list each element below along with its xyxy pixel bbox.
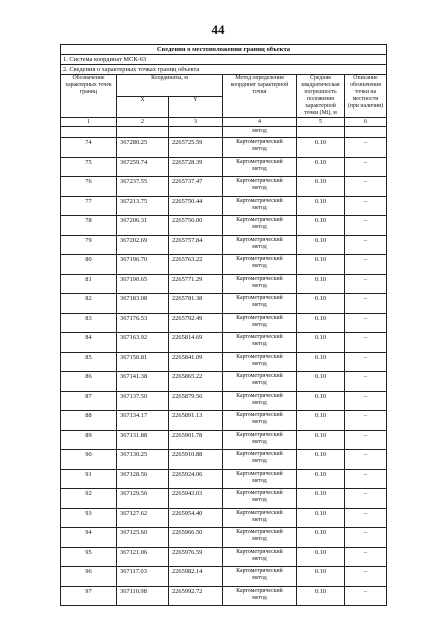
table-row bbox=[61, 469, 387, 489]
coordinate-x: 367163.92 bbox=[117, 333, 169, 353]
coordinate-x: 367137.50 bbox=[117, 391, 169, 411]
coordinate-y: 2265943.03 bbox=[169, 489, 223, 509]
col-header-accuracy: Средняя квадратическая погрешность положения характерной точки (Mt), м bbox=[297, 75, 345, 118]
method-line-2: метод bbox=[252, 185, 267, 192]
point-description: – bbox=[345, 216, 387, 236]
coordinate-x: 367190.65 bbox=[117, 274, 169, 294]
method-line-2: метод bbox=[252, 477, 267, 484]
accuracy-value: 0.10 bbox=[297, 333, 345, 353]
point-description: – bbox=[345, 372, 387, 392]
coordinate-x: 367131.88 bbox=[117, 430, 169, 450]
table-row bbox=[61, 255, 387, 275]
accuracy-value: 0.10 bbox=[297, 489, 345, 509]
point-description: – bbox=[345, 508, 387, 528]
method-cell bbox=[223, 333, 297, 353]
method-cell bbox=[223, 294, 297, 314]
col-header-x: X bbox=[117, 96, 169, 118]
point-number: 86 bbox=[61, 372, 117, 392]
column-number: 6 bbox=[345, 118, 387, 127]
method-line-1: Картометрический bbox=[236, 509, 283, 516]
table-row bbox=[61, 567, 387, 587]
point-description: – bbox=[345, 255, 387, 275]
point-number: 96 bbox=[61, 567, 117, 587]
accuracy-value: 0.10 bbox=[297, 547, 345, 567]
accuracy-value: 0.10 bbox=[297, 313, 345, 333]
method-line-1: Картометрический bbox=[236, 236, 283, 243]
accuracy-value: 0.10 bbox=[297, 196, 345, 216]
point-description: – bbox=[345, 313, 387, 333]
point-number: 88 bbox=[61, 411, 117, 431]
table-row bbox=[61, 391, 387, 411]
accuracy-value: 0.10 bbox=[297, 138, 345, 158]
point-description: – bbox=[345, 391, 387, 411]
coordinate-y: 2265879.56 bbox=[169, 391, 223, 411]
coordinate-y: 2265976.59 bbox=[169, 547, 223, 567]
coordinate-x: 367202.69 bbox=[117, 235, 169, 255]
point-number: 87 bbox=[61, 391, 117, 411]
coordinate-x: 367213.75 bbox=[117, 196, 169, 216]
col-header-description: Описание обозначения точки на местности (при наличии) bbox=[345, 75, 387, 118]
coordinate-y: 2265865.22 bbox=[169, 372, 223, 392]
coordinate-y: 2265966.50 bbox=[169, 528, 223, 548]
table-row bbox=[61, 352, 387, 372]
coordinate-x: 367150.81 bbox=[117, 352, 169, 372]
accuracy-value: 0.10 bbox=[297, 508, 345, 528]
method-line-2: метод bbox=[252, 380, 267, 387]
method-line-2: метод bbox=[252, 555, 267, 562]
table-row bbox=[61, 294, 387, 314]
method-line-2: метод bbox=[252, 497, 267, 504]
coordinate-x: 367196.70 bbox=[117, 255, 169, 275]
method-cell bbox=[223, 567, 297, 587]
point-number: 75 bbox=[61, 157, 117, 177]
method-line-1: Картометрический bbox=[236, 197, 283, 204]
coordinate-x: 367127.62 bbox=[117, 508, 169, 528]
coordinate-y: 2265757.84 bbox=[169, 235, 223, 255]
coordinate-x: 367183.08 bbox=[117, 294, 169, 314]
table-row bbox=[61, 547, 387, 567]
table-row bbox=[61, 411, 387, 431]
point-number: 97 bbox=[61, 586, 117, 606]
method-cell bbox=[223, 586, 297, 606]
point-description: – bbox=[345, 196, 387, 216]
point-number: 84 bbox=[61, 333, 117, 353]
method-line-1: Картометрический bbox=[236, 548, 283, 555]
table-row bbox=[61, 508, 387, 528]
point-number: 78 bbox=[61, 216, 117, 236]
coordinate-y: 2265982.14 bbox=[169, 567, 223, 587]
point-description: – bbox=[345, 430, 387, 450]
point-number: 90 bbox=[61, 450, 117, 470]
method-cell bbox=[223, 391, 297, 411]
accuracy-value: 0.10 bbox=[297, 352, 345, 372]
point-description: – bbox=[345, 547, 387, 567]
method-line-1: Картометрический bbox=[236, 490, 283, 496]
point-description: – bbox=[345, 489, 387, 509]
coordinate-y: 2265750.44 bbox=[169, 196, 223, 216]
coordinate-x: 367237.55 bbox=[117, 177, 169, 197]
coordinate-x: 367206.31 bbox=[117, 216, 169, 236]
method-line-1: Картометрический bbox=[236, 529, 283, 535]
coordinate-x: 367130.25 bbox=[117, 450, 169, 470]
col-header-method: Метод определения координат характерной точки bbox=[223, 75, 297, 118]
method-line-2: метод bbox=[252, 399, 267, 406]
accuracy-value: 0.10 bbox=[297, 469, 345, 489]
boundary-points-table bbox=[60, 44, 387, 606]
method-line-1: Картометрический bbox=[236, 568, 283, 574]
coordinate-y: 2265725.59 bbox=[169, 138, 223, 158]
coordinate-y: 2265841.09 bbox=[169, 352, 223, 372]
point-description: – bbox=[345, 586, 387, 606]
accuracy-value: 0.10 bbox=[297, 411, 345, 431]
method-line-1: Картометрический bbox=[236, 587, 283, 594]
method-line-1: Картометрический bbox=[236, 373, 283, 379]
method-cell bbox=[223, 196, 297, 216]
coordinate-y: 2265737.47 bbox=[169, 177, 223, 197]
coordinate-x: 367129.56 bbox=[117, 489, 169, 509]
method-cell bbox=[223, 547, 297, 567]
coordinate-x: 367280.25 bbox=[117, 138, 169, 158]
method-cell bbox=[223, 430, 297, 450]
accuracy-value: 0.10 bbox=[297, 235, 345, 255]
method-cell bbox=[223, 508, 297, 528]
column-number: 1 bbox=[61, 118, 117, 127]
point-number: 74 bbox=[61, 138, 117, 158]
column-number: 2 bbox=[117, 118, 169, 127]
coordinate-x: 367128.56 bbox=[117, 469, 169, 489]
table-row bbox=[61, 274, 387, 294]
method-line-2: метод bbox=[252, 243, 267, 250]
method-line-1: Картометрический bbox=[236, 178, 283, 184]
accuracy-value: 0.10 bbox=[297, 528, 345, 548]
table-row bbox=[61, 313, 387, 333]
method-line-1: Картометрический bbox=[236, 412, 283, 418]
method-line-1: Картометрический bbox=[236, 314, 283, 321]
coordinate-y: 2265763.22 bbox=[169, 255, 223, 275]
coordinate-x: 367134.17 bbox=[117, 411, 169, 431]
method-line-2: метод bbox=[252, 165, 267, 172]
coordinate-y: 2265924.06 bbox=[169, 469, 223, 489]
method-line-2: метод bbox=[252, 263, 267, 270]
method-cell bbox=[223, 411, 297, 431]
method-line-2: метод bbox=[252, 458, 267, 465]
point-number: 80 bbox=[61, 255, 117, 275]
method-cell bbox=[223, 255, 297, 275]
accuracy-value: 0.10 bbox=[297, 450, 345, 470]
point-number: 94 bbox=[61, 528, 117, 548]
coordinate-x: 367117.03 bbox=[117, 567, 169, 587]
method-line-2: метод bbox=[252, 302, 267, 309]
point-number: 79 bbox=[61, 235, 117, 255]
table-row bbox=[61, 177, 387, 197]
point-description: – bbox=[345, 235, 387, 255]
table-row bbox=[61, 430, 387, 450]
point-description: – bbox=[345, 294, 387, 314]
point-description: – bbox=[345, 469, 387, 489]
column-number: 3 bbox=[169, 118, 223, 127]
method-cell bbox=[223, 235, 297, 255]
method-line-2: метод bbox=[252, 419, 267, 426]
point-description: – bbox=[345, 567, 387, 587]
coordinate-x: 367141.38 bbox=[117, 372, 169, 392]
method-line-1: Картометрический bbox=[236, 275, 283, 282]
point-description: – bbox=[345, 450, 387, 470]
method-cell bbox=[223, 313, 297, 333]
point-number: 89 bbox=[61, 430, 117, 450]
coordinate-x: 367125.60 bbox=[117, 528, 169, 548]
method-line-1: Картометрический bbox=[236, 334, 283, 340]
table-row bbox=[61, 372, 387, 392]
accuracy-value: 0.10 bbox=[297, 586, 345, 606]
table-row bbox=[61, 216, 387, 236]
method-line-2: метод bbox=[252, 594, 267, 601]
method-line-2: метод bbox=[252, 321, 267, 328]
coordinate-y: 2265814.69 bbox=[169, 333, 223, 353]
coordinate-y: 2265781.38 bbox=[169, 294, 223, 314]
point-number: 93 bbox=[61, 508, 117, 528]
accuracy-value: 0.10 bbox=[297, 177, 345, 197]
point-number: 82 bbox=[61, 294, 117, 314]
coordinate-y: 2265901.78 bbox=[169, 430, 223, 450]
table-row bbox=[61, 235, 387, 255]
method-line-1: Картометрический bbox=[236, 295, 283, 301]
point-number: 92 bbox=[61, 489, 117, 509]
method-line-2: метод bbox=[252, 282, 267, 289]
method-line-1: Картометрический bbox=[236, 470, 283, 477]
point-number: 77 bbox=[61, 196, 117, 216]
point-description: – bbox=[345, 274, 387, 294]
table-row bbox=[61, 450, 387, 470]
accuracy-value: 0.10 bbox=[297, 274, 345, 294]
table-row bbox=[61, 157, 387, 177]
col-header-y: Y bbox=[169, 96, 223, 118]
coordinate-y: 2265728.39 bbox=[169, 157, 223, 177]
method-line-2: метод bbox=[252, 575, 267, 582]
method-cell bbox=[223, 469, 297, 489]
method-line-2: метод bbox=[252, 438, 267, 445]
coordinate-x: 367176.53 bbox=[117, 313, 169, 333]
method-line-1: Картометрический bbox=[236, 431, 283, 438]
point-description: – bbox=[345, 138, 387, 158]
method-line-2: метод bbox=[252, 516, 267, 523]
point-description: – bbox=[345, 333, 387, 353]
table-row bbox=[61, 196, 387, 216]
point-number: 81 bbox=[61, 274, 117, 294]
method-cell bbox=[223, 372, 297, 392]
method-line-1: Картометрический bbox=[236, 158, 283, 165]
table-row bbox=[61, 138, 387, 158]
method-line-2: метод bbox=[252, 224, 267, 231]
table-row bbox=[61, 528, 387, 548]
point-number: 83 bbox=[61, 313, 117, 333]
method-cell bbox=[223, 528, 297, 548]
method-line-1: Картометрический bbox=[236, 256, 283, 262]
method-cell bbox=[223, 216, 297, 236]
accuracy-value: 0.10 bbox=[297, 372, 345, 392]
accuracy-value: 0.10 bbox=[297, 157, 345, 177]
accuracy-value: 0.10 bbox=[297, 216, 345, 236]
method-cell bbox=[223, 352, 297, 372]
col-header-designation: Обозначение характерных точек границ bbox=[61, 75, 117, 118]
accuracy-value: 0.10 bbox=[297, 255, 345, 275]
method-line-1: Картометрический bbox=[236, 353, 283, 360]
method-cell bbox=[223, 450, 297, 470]
method-cell bbox=[223, 489, 297, 509]
method-line-1: Картометрический bbox=[236, 392, 283, 399]
method-line-1: Картометрический bbox=[236, 139, 283, 145]
coordinate-x: 367121.06 bbox=[117, 547, 169, 567]
coordinate-y: 2265891.13 bbox=[169, 411, 223, 431]
point-description: – bbox=[345, 157, 387, 177]
page-number: 44 bbox=[211, 22, 225, 37]
method-line-2: метод bbox=[252, 204, 267, 211]
coordinate-y: 2265792.49 bbox=[169, 313, 223, 333]
coordinate-x: 367259.74 bbox=[117, 157, 169, 177]
boundary-points-document bbox=[60, 44, 386, 606]
point-description: – bbox=[345, 411, 387, 431]
column-number: 4 bbox=[223, 118, 297, 127]
method-cell bbox=[223, 138, 297, 158]
section-subtitle: 2. Сведения о характерных точках границ объекта bbox=[61, 65, 387, 75]
method-line-1: Картометрический bbox=[236, 451, 283, 457]
accuracy-value: 0.10 bbox=[297, 294, 345, 314]
point-number: 95 bbox=[61, 547, 117, 567]
method-cell bbox=[223, 177, 297, 197]
method-line-1: Картометрический bbox=[236, 217, 283, 223]
coordinate-x: 367110.98 bbox=[117, 586, 169, 606]
coordinate-y: 2265954.40 bbox=[169, 508, 223, 528]
method-line-2: метод bbox=[252, 146, 267, 153]
method-line-2: метод bbox=[252, 536, 267, 543]
continuation-method: метод bbox=[223, 127, 297, 138]
method-line-2: метод bbox=[252, 341, 267, 348]
table-row bbox=[61, 489, 387, 509]
coordinate-y: 2265992.72 bbox=[169, 586, 223, 606]
coordinate-system: 1. Система координат МСК-63 bbox=[61, 55, 387, 65]
point-number: 91 bbox=[61, 469, 117, 489]
point-description: – bbox=[345, 528, 387, 548]
coordinate-y: 2265910.88 bbox=[169, 450, 223, 470]
point-number: 85 bbox=[61, 352, 117, 372]
method-cell bbox=[223, 274, 297, 294]
point-description: – bbox=[345, 352, 387, 372]
point-number: 76 bbox=[61, 177, 117, 197]
point-description: – bbox=[345, 177, 387, 197]
accuracy-value: 0.10 bbox=[297, 567, 345, 587]
method-line-2: метод bbox=[252, 360, 267, 367]
col-header-coordinates: Координаты, м bbox=[117, 75, 223, 97]
accuracy-value: 0.10 bbox=[297, 391, 345, 411]
coordinate-y: 2265771.29 bbox=[169, 274, 223, 294]
method-cell bbox=[223, 157, 297, 177]
table-row bbox=[61, 333, 387, 353]
continuation-row bbox=[61, 127, 387, 138]
accuracy-value: 0.10 bbox=[297, 430, 345, 450]
column-number: 5 bbox=[297, 118, 345, 127]
section-title: Сведения о местоположении границ объекта bbox=[61, 45, 387, 55]
coordinate-y: 2265756.00 bbox=[169, 216, 223, 236]
table-row bbox=[61, 586, 387, 606]
